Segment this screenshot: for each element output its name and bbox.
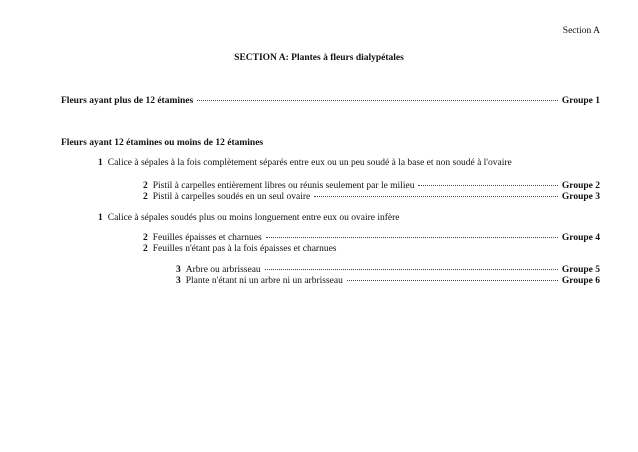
- key-line-text: Plante n'étant ni un arbre ni un arbrisseau: [185, 276, 343, 286]
- group-label: Groupe 2: [561, 181, 600, 191]
- key-line-1b: [98, 212, 400, 224]
- key-number: 3: [176, 265, 181, 275]
- key-line-text: Calice à sépales soudés plus ou moins longuement entre eux ou ovaire infère: [107, 213, 400, 223]
- group-label: Groupe 3: [561, 192, 600, 202]
- dot-leader: [314, 196, 558, 197]
- page-title: SECTION A: Plantes à fleurs dialypétales: [234, 53, 404, 63]
- key-line-text: Feuilles n'étant pas à la fois épaisses et charnues: [152, 244, 337, 254]
- group-label: Groupe 1: [561, 96, 600, 106]
- key-line-2d: [143, 243, 337, 255]
- key-heading: Fleurs ayant 12 étamines ou moins de 12 étamines: [61, 138, 264, 148]
- group-label: Groupe 4: [561, 233, 600, 243]
- key-number: 2: [143, 192, 148, 202]
- key-number: 2: [143, 233, 148, 243]
- key-line-text: Feuilles épaisses et charnues: [152, 233, 262, 243]
- key-number: 1: [98, 158, 103, 168]
- key-line-2b: [143, 191, 600, 203]
- key-line-1a: [98, 157, 512, 169]
- group-label: Groupe 5: [561, 265, 600, 275]
- key-line-3b: [176, 275, 600, 287]
- key-number: 2: [143, 181, 148, 191]
- key-line-text: Pistil à carpelles soudés en un seul ovaire: [152, 192, 311, 202]
- key-line-text: Pistil à carpelles entièrement libres ou réunis seulement par le milieu: [152, 181, 415, 191]
- dot-leader: [347, 280, 558, 281]
- dot-leader: [265, 269, 558, 270]
- dot-leader: [418, 185, 557, 186]
- dot-leader: [266, 237, 558, 238]
- key-line-text: Calice à sépales à la fois complètement séparés entre eux ou un peu soudé à la base et non soudé à l'ovaire: [107, 158, 512, 168]
- key-line-first: [61, 95, 600, 107]
- key-line-text: Arbre ou arbrisseau: [185, 265, 261, 275]
- section-label: Section A: [562, 26, 600, 36]
- dot-leader: [197, 100, 558, 101]
- key-line-text: Fleurs ayant plus de 12 étamines: [61, 96, 194, 106]
- key-number: 1: [98, 213, 103, 223]
- key-number: 3: [176, 276, 181, 286]
- key-number: 2: [143, 244, 148, 254]
- group-label: Groupe 6: [561, 276, 600, 286]
